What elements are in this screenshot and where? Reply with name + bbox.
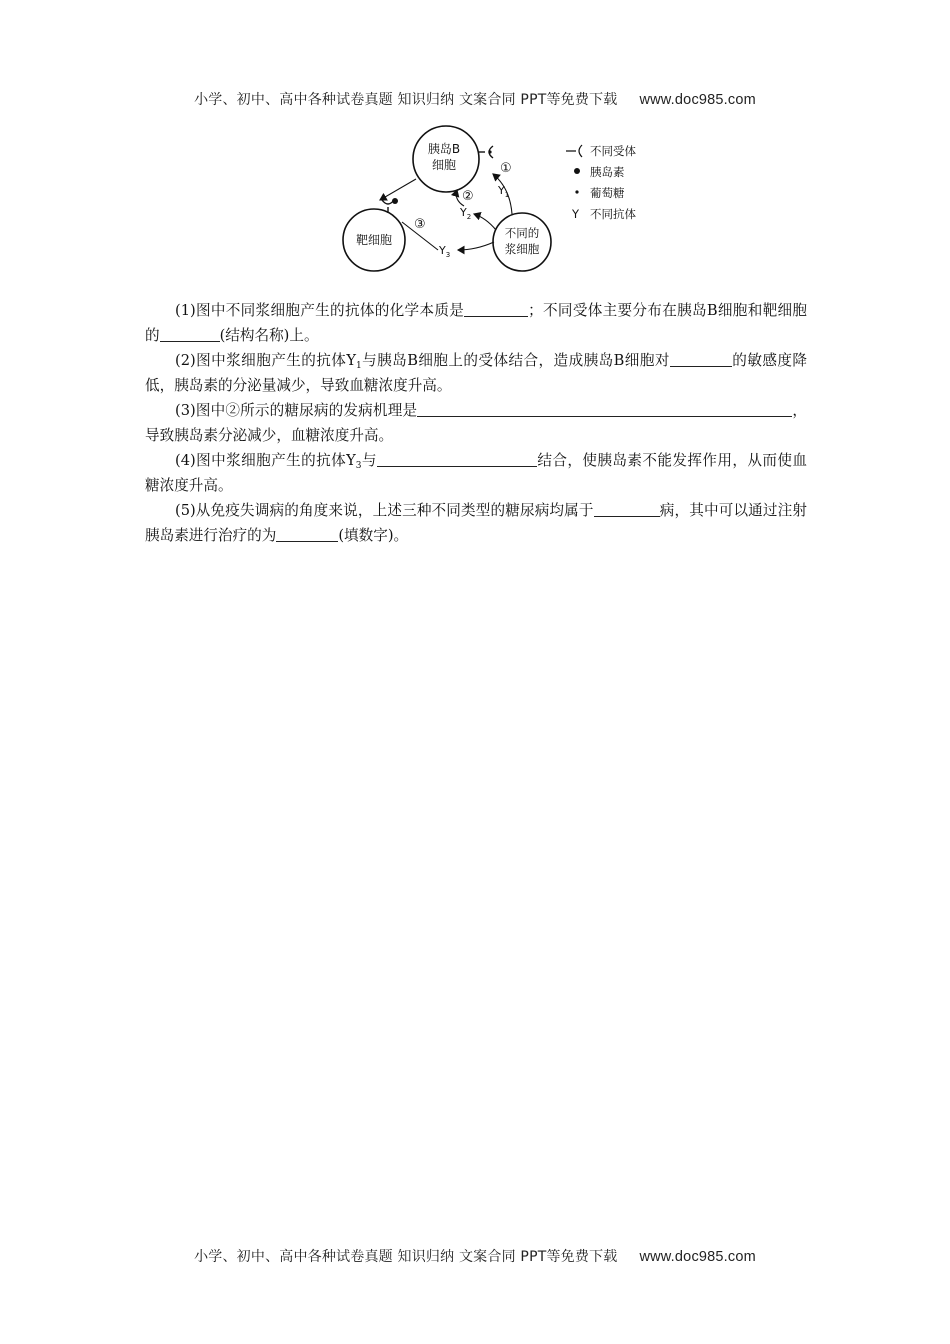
glucose-dot	[488, 150, 491, 153]
plasma-to-y3-arrow	[458, 242, 494, 250]
antibody-y3: $Y_3$	[439, 244, 451, 259]
answer-blank[interactable]	[670, 351, 732, 367]
marker-3: ③	[414, 217, 426, 232]
questions	[145, 298, 807, 548]
marker-1: ①	[500, 161, 512, 176]
legend-antibody-label: 不同抗体	[590, 207, 636, 221]
marker-2: ②	[462, 189, 474, 204]
diabetes-diagram	[336, 122, 656, 282]
legend-receptor-icon	[566, 145, 582, 157]
b-cell-label-2: 细胞	[431, 158, 457, 172]
answer-blank[interactable]	[160, 326, 220, 342]
header-text: 小学、初中、高中各种试卷真题 知识归纳 文案合同 PPT等免费下载	[194, 92, 618, 108]
answer-blank[interactable]	[377, 451, 537, 467]
header-site: www.doc985.com	[639, 92, 756, 108]
question-5: (5)从免疫失调病的角度来说，上述三种不同类型的糖尿病均属于 病，其中可以通过注射胰岛素进行治疗的为 (填数字)。	[145, 502, 807, 544]
antibody-y1: $Y_1$	[498, 184, 510, 199]
page-footer	[0, 1246, 950, 1266]
plasma-to-y2-arrow	[474, 214, 496, 230]
answer-blank[interactable]	[594, 501, 660, 517]
answer-blank[interactable]	[276, 526, 338, 542]
b-cell-receptor	[479, 146, 493, 158]
legend-insulin-label: 胰岛素	[590, 165, 625, 179]
page-header	[0, 89, 950, 109]
legend-glucose-label: 葡萄糖	[590, 186, 625, 200]
legend-antibody-icon: Y	[572, 207, 580, 221]
legend-glucose-icon	[575, 190, 578, 193]
question-3: (3)图中②所示的糖尿病的发病机理是 ，导致胰岛素分泌减少，血糖浓度升高。	[145, 402, 807, 444]
legend-insulin-icon	[574, 168, 580, 174]
answer-blank[interactable]	[464, 301, 528, 317]
antibody-y2: $Y_2$	[460, 206, 472, 221]
footer-text: 小学、初中、高中各种试卷真题 知识归纳 文案合同 PPT等免费下载	[194, 1249, 618, 1265]
legend-receptor-label: 不同受体	[590, 144, 636, 158]
footer-site: www.doc985.com	[639, 1249, 756, 1265]
plasma-cell-label-2: 浆细胞	[504, 242, 540, 256]
insulin-arrow	[380, 179, 416, 200]
question-2: (2)图中浆细胞产生的抗体$Y_1$与胰岛B细胞上的受体结合，造成胰岛B细胞对 的敏感度降低，胰岛素的分泌量减少，导致血糖浓度升高。	[145, 352, 807, 394]
plasma-cell-label-1: 不同的	[504, 226, 540, 240]
answer-blank[interactable]	[417, 401, 792, 417]
b-cell-label-1: 胰岛B	[427, 142, 461, 156]
diagram-legend	[566, 144, 636, 221]
question-4: (4)图中浆细胞产生的抗体$Y_3$与 结合，使胰岛素不能发挥作用，从而使血糖浓度升高。	[145, 452, 807, 494]
target-cell-label: 靶细胞	[355, 233, 393, 247]
question-1: (1)图中不同浆细胞产生的抗体的化学本质是 ；不同受体主要分布在胰岛B细胞和靶细胞的 (结构名称)上。	[145, 302, 807, 344]
insulin-dot	[392, 198, 398, 204]
